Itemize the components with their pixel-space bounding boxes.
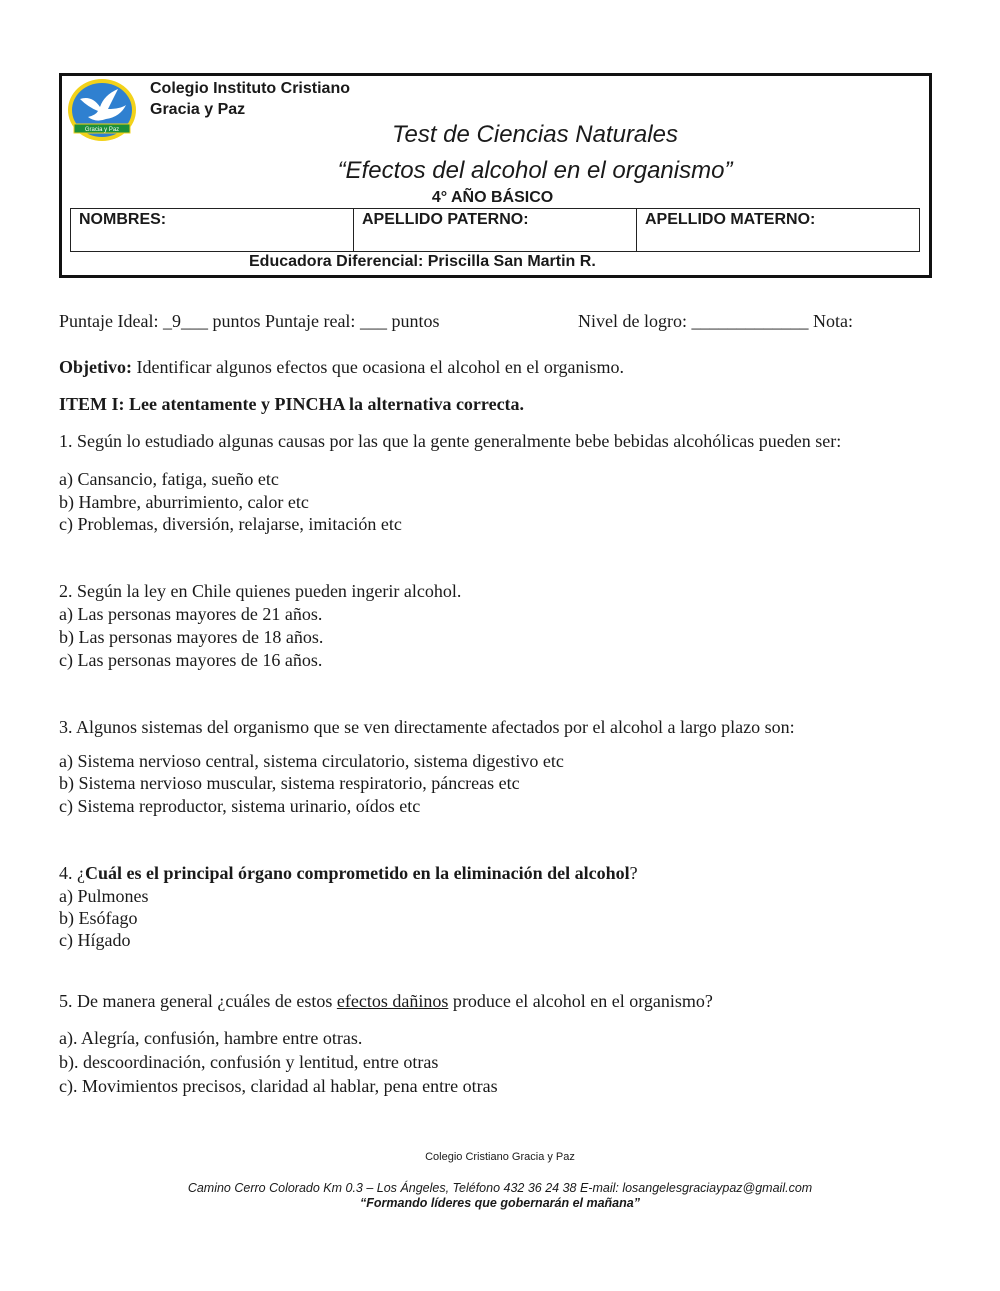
q4-option-b[interactable]: b) Esófago [59, 908, 138, 928]
q2-option-a[interactable]: a) Las personas mayores de 21 años. [59, 604, 323, 624]
educator-line: Educadora Diferencial: Priscilla San Martin R. [249, 253, 596, 270]
q4-option-a[interactable]: a) Pulmones [59, 886, 149, 906]
footer-motto: “Formando líderes que gobernarán el mañana” [360, 1196, 640, 1210]
grade-level: 4° AÑO BÁSICO [431, 189, 554, 206]
q5-underlined: efectos dañinos [336, 991, 449, 1011]
q1-option-c[interactable]: c) Problemas, diversión, relajarse, imitación etc [59, 514, 402, 534]
objective-text: Identificar algunos efectos que ocasiona el alcohol en el organismo. [131, 357, 624, 377]
maternal-surname-field[interactable]: APELLIDO MATERNO: [645, 211, 816, 228]
names-field[interactable]: NOMBRES: [71, 209, 354, 251]
school-name-line1: Colegio Instituto Cristiano [150, 80, 350, 97]
q4-bold: Cuál es el principal órgano comprometido en la eliminación del alcohol [85, 863, 630, 883]
q1-option-b[interactable]: b) Hambre, aburrimiento, calor etc [59, 492, 309, 512]
q5-option-c[interactable]: c). Movimientos precisos, claridad al hablar, pena entre otras [59, 1076, 498, 1096]
question-4 [59, 863, 638, 884]
question-1: 1. Según lo estudiado algunas causas por las que la gente generalmente bebe bebidas alcohólicas pueden ser: [59, 431, 842, 451]
question-3: 3. Algunos sistemas del organismo que se ven directamente afectados por el alcohol a largo plazo son: [59, 717, 795, 737]
question-2: 2. Según la ley en Chile quienes pueden ingerir alcohol. [59, 581, 462, 601]
score-line: Puntaje Ideal: _9___ puntos Puntaje real: ___ puntos [59, 311, 440, 331]
q5-option-a[interactable]: a). Alegría, confusión, hambre entre otras. [59, 1028, 363, 1048]
achievement-level: Nivel de logro: _____________ Nota: [578, 311, 853, 331]
q1-option-a[interactable]: a) Cansancio, fatiga, sueño etc [59, 469, 279, 489]
q3-option-a[interactable]: a) Sistema nervioso central, sistema circulatorio, sistema digestivo etc [59, 751, 564, 771]
q4-prefix: 4. ¿ [59, 863, 85, 883]
footer-address: Camino Cerro Colorado Km 0.3 – Los Ángeles, Teléfono 432 36 24 38 E-mail: losangelesgraciaypaz@gmail.com [187, 1181, 813, 1195]
footer-school: Colegio Cristiano Gracia y Paz [425, 1151, 575, 1163]
school-name [150, 78, 350, 120]
q3-option-c[interactable]: c) Sistema reproductor, sistema urinario, oídos etc [59, 796, 421, 816]
question-5 [59, 991, 713, 1012]
q5-prefix: 5. De manera general ¿cuáles de estos [59, 991, 337, 1011]
objective-label: Objetivo: [59, 357, 132, 377]
q2-option-b[interactable]: b) Las personas mayores de 18 años. [59, 627, 324, 647]
q5-option-b[interactable]: b). descoordinación, confusión y lentitud, entre otras [59, 1052, 439, 1072]
test-title: Test de Ciencias Naturales [392, 121, 678, 148]
school-name-line2: Gracia y Paz [150, 101, 246, 118]
logo-text: Gracia y Paz [84, 127, 120, 133]
paternal-surname-field[interactable]: APELLIDO PATERNO: [354, 209, 637, 251]
objective [59, 357, 624, 378]
item-instruction: ITEM I: Lee atentamente y PINCHA la alternativa correcta. [59, 394, 525, 414]
test-subtitle: “Efectos del alcohol en el organismo” [337, 157, 733, 184]
q4-option-c[interactable]: c) Hígado [59, 930, 131, 950]
q2-option-c[interactable]: c) Las personas mayores de 16 años. [59, 650, 323, 670]
q3-option-b[interactable]: b) Sistema nervioso muscular, sistema respiratorio, páncreas etc [59, 773, 520, 793]
q4-suffix: ? [629, 863, 638, 883]
student-info-table [70, 208, 920, 252]
q5-suffix: produce el alcohol en el organismo? [448, 991, 713, 1011]
